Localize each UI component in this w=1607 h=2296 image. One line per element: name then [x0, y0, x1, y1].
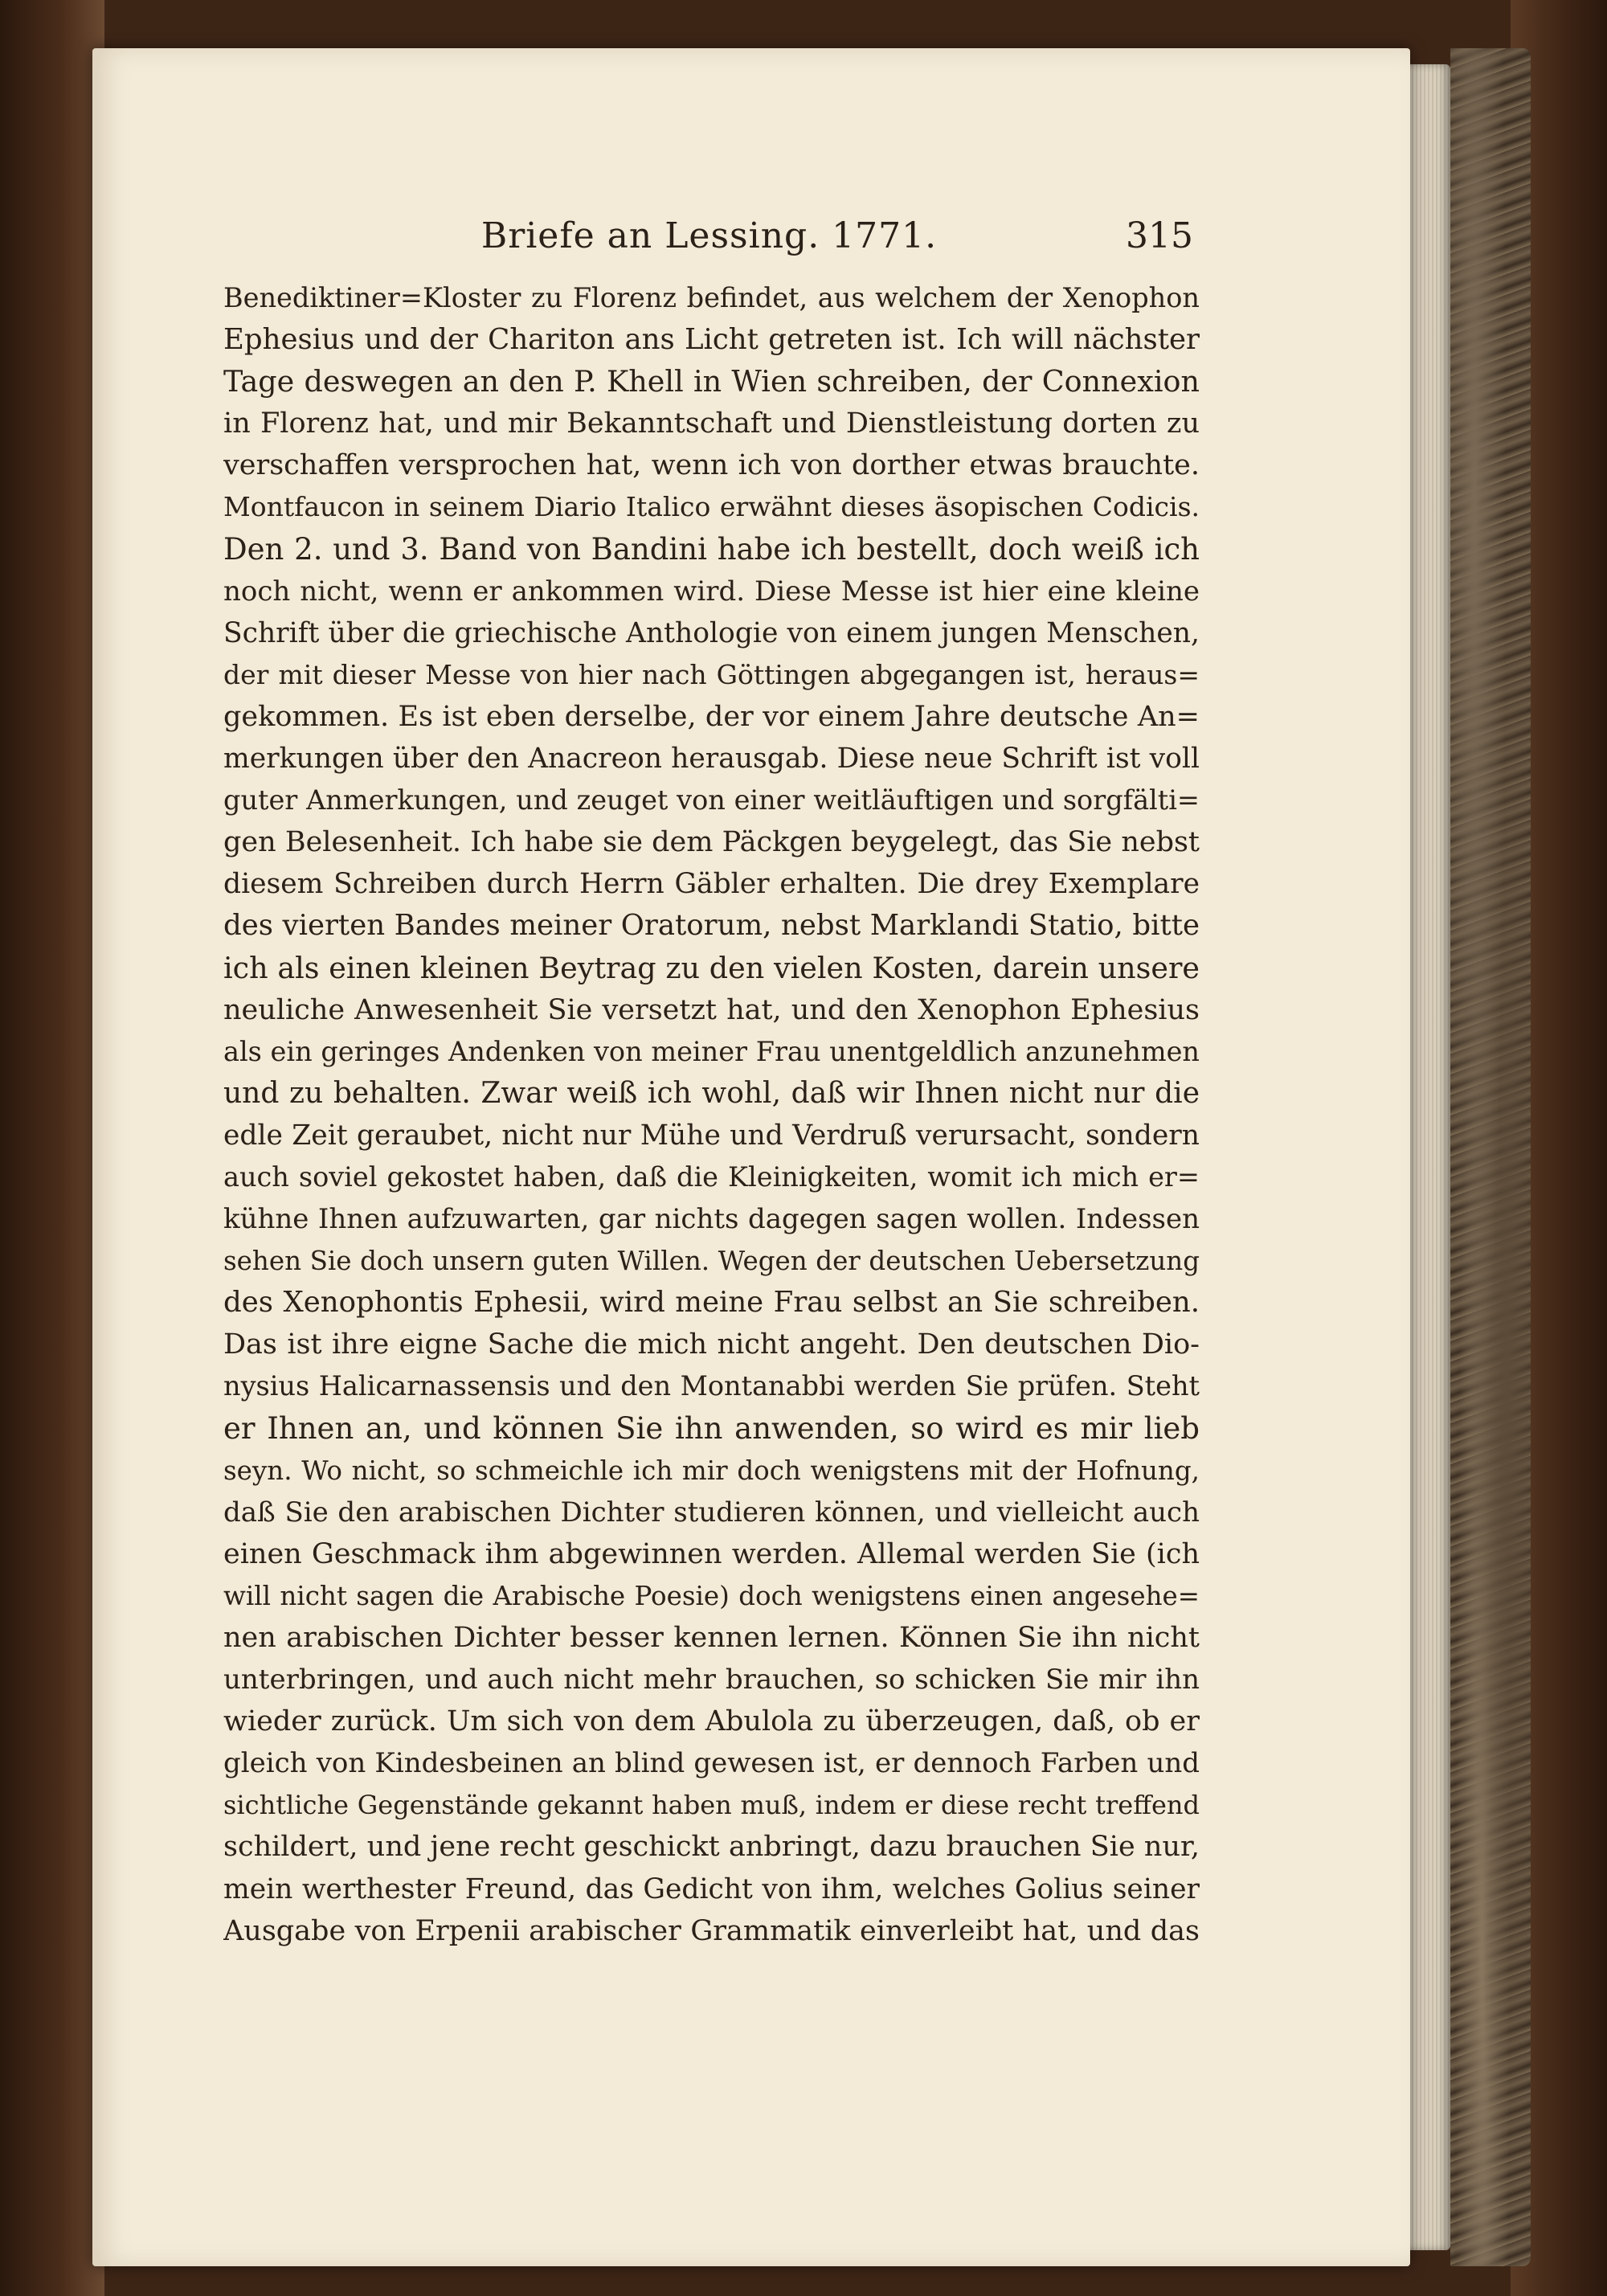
page-number: 315 [1126, 215, 1193, 256]
running-title: Briefe an Lessing. 1771. [480, 215, 938, 256]
text-line: verschaffen versprochen hat, wenn ich von dorther etwas brauchte. [223, 449, 1200, 482]
body-text [223, 277, 1200, 1952]
text-line: auch soviel gekostet haben, daß die Kleinigkeiten, womit ich mich er= [223, 1160, 1200, 1193]
background-left [0, 0, 104, 2296]
text-line: diesem Schreiben durch Herrn Gäbler erhalten. Die drey Exemplare [223, 868, 1200, 901]
text-line: gen Belesenheit. Ich habe sie dem Päckgen beygelegt, das Sie nebst [223, 826, 1200, 859]
text-line: unterbringen, und auch nicht mehr brauchen, so schicken Sie mir ihn [223, 1664, 1200, 1696]
text-line: nysius Halicarnassensis und den Montanabbi werden Sie prüfen. Steht [223, 1370, 1200, 1402]
text-line: daß Sie den arabischen Dichter studieren können, und vielleicht auch [223, 1496, 1200, 1529]
text-line: mein werthester Freund, das Gedicht von ihm, welches Golius seiner [223, 1872, 1200, 1905]
text-line: edle Zeit geraubet, nicht nur Mühe und Verdruß verursacht, sondern [223, 1119, 1200, 1152]
page-header [225, 215, 1193, 264]
text-line: merkungen über den Anacreon herausgab. Diese neue Schrift ist voll [223, 743, 1200, 776]
text-line: Ausgabe von Erpenii arabischer Grammatik einverleibt hat, und das [223, 1914, 1200, 1947]
text-line: neuliche Anwesenheit Sie versetzt hat, und den Xenophon Ephesius [223, 993, 1200, 1026]
text-line: Benediktiner=Kloster zu Florenz befindet, aus welchem der Xenophon [223, 282, 1200, 313]
text-line: Den 2. und 3. Band von Bandini habe ich bestellt, doch weiß ich [223, 531, 1200, 567]
text-line: sichtliche Gegenstände gekannt haben muß, indem er diese recht treffend [223, 1790, 1200, 1821]
marbled-book-edge [1450, 48, 1531, 2266]
text-line: Das ist ihre eigne Sache die mich nicht angeht. Den deutschen Dio- [223, 1328, 1200, 1361]
text-line: schildert, und jene recht geschickt anbringt, dazu brauchen Sie nur, [223, 1831, 1200, 1864]
text-line: seyn. Wo nicht, so schmeichle ich mir doch wenigstens mit der Hofnung, [223, 1455, 1200, 1486]
text-line: einen Geschmack ihm abgewinnen werden. Allemal werden Sie (ich [223, 1537, 1200, 1570]
text-line: Schrift über die griechische Anthologie von einem jungen Menschen, [223, 616, 1200, 649]
text-line: in Florenz hat, und mir Bekanntschaft und Dienstleistung dorten zu [223, 407, 1200, 440]
text-line: und zu behalten. Zwar weiß ich wohl, daß wir Ihnen nicht nur die [223, 1076, 1200, 1110]
text-line: guter Anmerkungen, und zeuget von einer weitläuftigen und sorgfälti= [223, 784, 1200, 816]
text-line: nen arabischen Dichter besser kennen lernen. Können Sie ihn nicht [223, 1622, 1200, 1654]
text-line: ich als einen kleinen Beytrag zu den vielen Kosten, darein unsere [223, 950, 1200, 985]
text-line: er Ihnen an, und können Sie ihn anwenden, so wird es mir lieb [223, 1410, 1200, 1446]
text-line: gekommen. Es ist eben derselbe, der vor einem Jahre deutsche An= [223, 700, 1200, 733]
text-line: Ephesius und der Chariton ans Licht getreten ist. Ich will nächster [223, 323, 1200, 357]
text-line: gleich von Kindesbeinen an blind gewesen ist, er dennoch Farben und [223, 1747, 1200, 1780]
text-line: der mit dieser Messe von hier nach Göttingen abgegangen ist, heraus= [223, 658, 1200, 690]
text-line: wieder zurück. Um sich von dem Abulola zu überzeugen, daß, ob er [223, 1705, 1200, 1738]
text-line: sehen Sie doch unsern guten Willen. Wegen der deutschen Uebersetzung [223, 1246, 1200, 1277]
text-line: des vierten Bandes meiner Oratorum, nebst Marklandi Statio, bitte [223, 909, 1200, 943]
text-line: als ein geringes Andenken von meiner Frau unentgeldlich anzunehmen [223, 1035, 1200, 1067]
text-line: Montfaucon in seinem Diario Italico erwähnt dieses äsopischen Codicis. [223, 491, 1200, 523]
text-line: Tage deswegen an den P. Khell in Wien schreiben, der Connexion [223, 364, 1200, 399]
text-line: will nicht sagen die Arabische Poesie) doch wenigstens einen angesehe= [223, 1580, 1200, 1611]
text-line: noch nicht, wenn er ankommen wird. Diese Messe ist hier eine kleine [223, 575, 1200, 608]
text-line: kühne Ihnen aufzuwarten, gar nichts dagegen sagen wollen. Indessen [223, 1203, 1200, 1236]
text-line: des Xenophontis Ephesii, wird meine Frau selbst an Sie schreiben. [223, 1286, 1200, 1320]
